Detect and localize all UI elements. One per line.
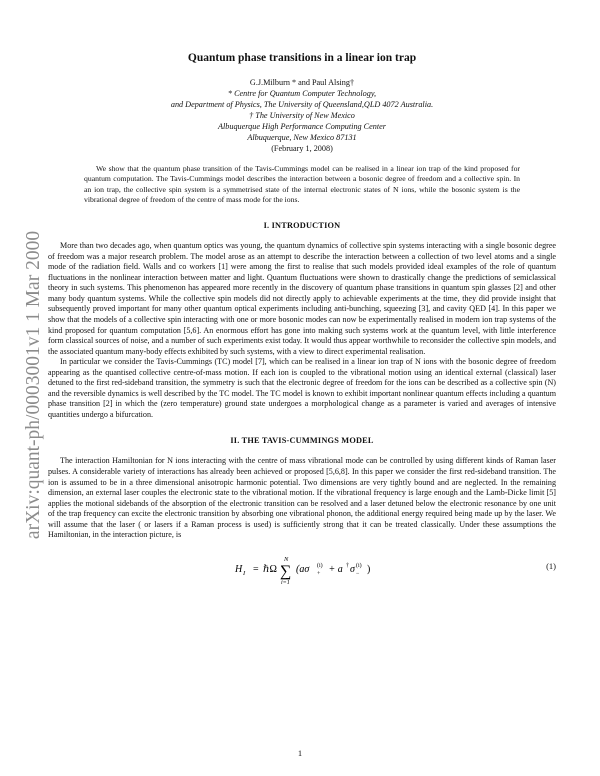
body-paragraph: In particular we consider the Tavis-Cummings (TC) model [7], which can be realised in a linear ion trap of N ions with the bosonic degree of freedom appearing as the quantised collective centre-of-mass motion. If each ion is coupled to the vibrational motion using an identical external (classical) laser detuned to the first red-sideband transition, the symmetry is such that the electronic degree of freedom for the ions can be described as a collective spin (N) and the reversible dynamics is well described by the TC model. The TC model is known to exhibit important nonlinear quantum effects including a quantum phase transition [2] in which the (zero temperature) ground state undergoes a morphological change as a parameter is varied and averages of intensive quantities undergo a bifurcation. xyxy=(48,357,556,419)
affiliation-line: Albuquerque, New Mexico 87131 xyxy=(247,133,357,142)
equation-lhs: H xyxy=(235,563,243,575)
affiliation-line: † The University of New Mexico xyxy=(249,111,355,120)
sum-lower-limit: i=1 xyxy=(281,579,290,585)
paper-date: (February 1, 2008) xyxy=(271,144,333,153)
paper-page xyxy=(48,48,556,585)
body-paragraph: More than two decades ago, when quantum optics was young, the quantum dynamics of collective spin systems interacting with a single bosonic degree of freedom was a major research problem. The model arose as an attempt to describe the interaction between a collection of two level atoms and a single mode of the radiation field. Walls and co workers [1] were among the first to realise that such models provided ideal examples of the role of quantum fluctuations in the nonlinear interaction between matter and light. Quantum fluctuations were shown to drastically change the predictions of semiclassical theory in such systems. This phenomenon has appeared more recently in the discovery of quantum phase transitions in quantum spin glasses [2] and other many body quantum systems. While the collective spin models did not directly apply to achievable experiments at the time, they did provide insight that subsequently proved important for many other quantum optical experiments including anti-bunching, squeezing [3], and cavity QED [4]. In this paper we show that the models of a collective spin interacting with one or more bosonic modes can now be experimentally realised in modern ion trap systems of the kind proposed for quantum computation [5,6]. An enormous effort has gone into making such systems work at the quantum level, with little interference form classical sources of noise, and a number of such experiments exist today. It would thus appear worthwhile to reconsider the collective spin models, and the associated quantum many-body effects exhibited by such systems, with a view to direct experimental realisation. xyxy=(48,241,556,356)
arxiv-identifier: arXiv:quant-ph/0003001v1 1 Mar 2000 xyxy=(23,230,44,540)
sigma-minus-subscript: − xyxy=(356,570,360,577)
affiliation-line: Albuquerque High Performance Computing Center xyxy=(218,122,386,131)
equation-equals: = xyxy=(253,563,259,575)
section-heading: I. INTRODUCTION xyxy=(263,221,341,231)
sigma-minus-superscript: (i) xyxy=(356,562,362,569)
equation-term-close: ) xyxy=(367,563,371,575)
arxiv-identifier-stamp xyxy=(22,165,46,605)
abstract: We show that the quantum phase transition of the Tavis-Cummings model can be realised in a linear ion trap of the kind proposed for quantum computation. The Tavis-Cummings model describes the interaction between a bosonic degree of freedom and a collective spin. In an ion trap, the collective spin system is a symmetrised state of the internal electronic states of N ions, while the bosonic system is the vibrational degree of freedom of the centre of mass mode for the ions. xyxy=(84,164,520,204)
sigma-plus-superscript: (i) xyxy=(317,562,323,569)
affiliation-line: and Department of Physics, The University of Queensland,QLD 4072 Australia. xyxy=(170,100,434,109)
hamiltonian-equation xyxy=(233,555,403,585)
equation-1 xyxy=(48,551,556,585)
sum-sign: ∑ xyxy=(280,562,292,580)
page-number: 1 xyxy=(297,748,303,758)
equation-number: (1) xyxy=(546,560,556,571)
affiliation-line: * Centre for Quantum Computer Technology, xyxy=(227,89,377,98)
sum-upper-limit: N xyxy=(284,555,289,563)
paper-authors: G.J.Milburn * and Paul Alsing† xyxy=(249,78,355,87)
equation-term-open: (aσ xyxy=(296,563,310,575)
equation-lhs-subscript: I xyxy=(243,569,246,577)
dagger-superscript: † xyxy=(346,562,349,569)
sigma-plus-subscript: + xyxy=(317,570,321,577)
equation-coupling: ℏΩ xyxy=(263,563,277,575)
body-paragraph: The interaction Hamiltonian for N ions interacting with the centre of mass vibrational mode can be controlled by using different kinds of Raman laser pulses. A considerable variety of interactions has already been achieved or proposed [5,6,8]. In this paper we consider the first red-sideband transition. The ion is assumed to be in a three dimensional anisotropic harmonic potential. Two dimensions are very tightly bound and are neglected. In the remaining dimension, an external laser couples the electronic state to the vibrational motion. If the vibrational frequency is large enough and the Lamb-Dicke limit [5] applies the motional sidebands of the absorption of the electronic transition can be resolved and a laser detuned below the electronic resonance by one unit of the trap frequency can excite the electronic transition by absorbing one vibrational phonon, the additional energy required being made up by the laser. We will assume that the laser ( or lasers if a Raman process is used) is sufficiently strong that it can be treated classically. Under these assumptions the Hamiltonian, in the interaction picture, is xyxy=(48,456,556,540)
sigma-symbol: σ xyxy=(350,563,355,575)
paper-title: Quantum phase transitions in a linear ion trap xyxy=(187,52,417,64)
equation-plus-a: + a xyxy=(326,563,343,575)
section-heading: II. THE TAVIS-CUMMINGS MODEL xyxy=(230,436,374,446)
